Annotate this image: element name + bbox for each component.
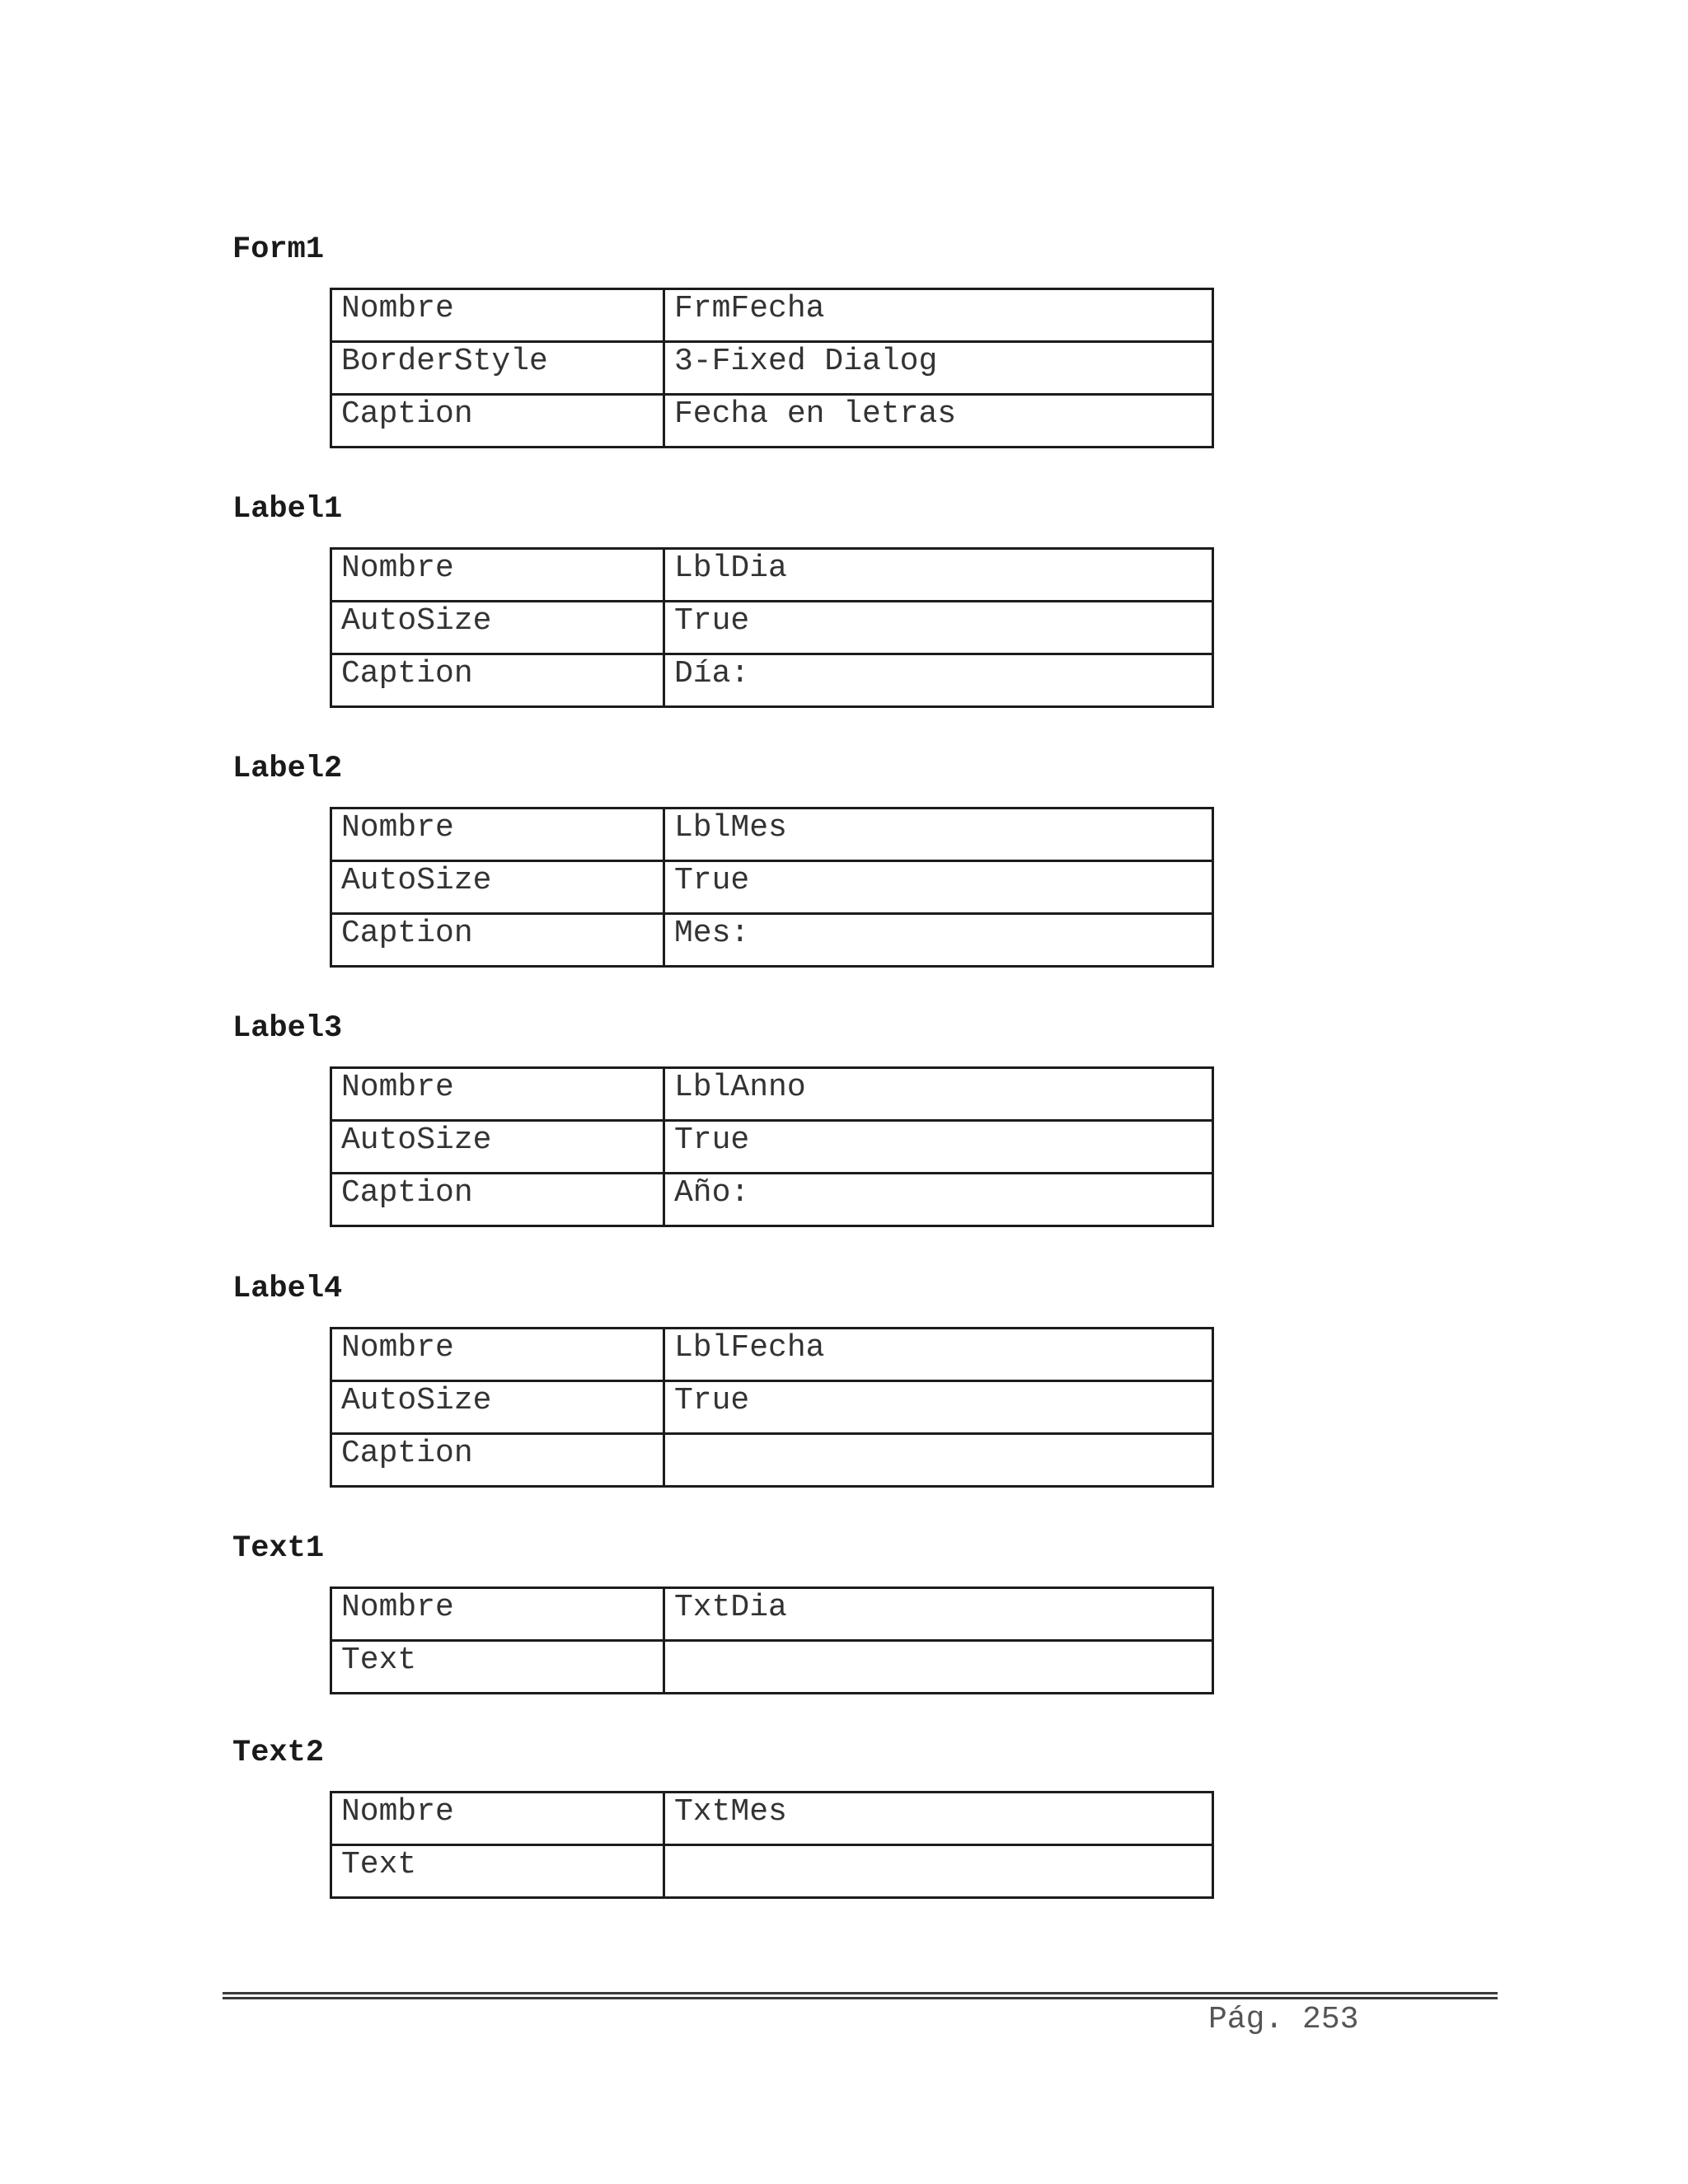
property-name: AutoSize	[331, 861, 664, 914]
property-value: True	[664, 861, 1213, 914]
properties-table	[330, 1791, 1214, 1899]
table-row	[331, 549, 1213, 602]
property-name: Nombre	[331, 549, 664, 602]
table-row	[331, 1121, 1213, 1174]
table-row	[331, 1793, 1213, 1845]
table-row	[331, 602, 1213, 654]
property-value: Año:	[664, 1174, 1213, 1226]
property-value: True	[664, 1121, 1213, 1174]
properties-table	[330, 547, 1214, 708]
property-value: 3-Fixed Dialog	[664, 342, 1213, 395]
section-title: Label3	[232, 1011, 343, 1046]
property-value: Día:	[664, 654, 1213, 707]
table-row	[331, 289, 1213, 342]
property-name: Nombre	[331, 1068, 664, 1121]
property-value: FrmFecha	[664, 289, 1213, 342]
footer-rule-top	[223, 1992, 1498, 1994]
table-row	[331, 861, 1213, 914]
properties-table	[330, 807, 1214, 968]
page-number: Pág. 253	[1208, 2002, 1359, 2037]
table-row	[331, 1068, 1213, 1121]
table-row	[331, 1641, 1213, 1694]
property-value: LblDia	[664, 549, 1213, 602]
table-row	[331, 1434, 1213, 1487]
properties-table	[330, 1066, 1214, 1227]
property-value: Mes:	[664, 914, 1213, 967]
property-name: Caption	[331, 914, 664, 967]
footer-rule-bottom	[223, 1997, 1498, 1999]
section-title: Label4	[232, 1272, 343, 1306]
properties-table	[330, 1586, 1214, 1694]
property-value: TxtDia	[664, 1588, 1213, 1641]
property-value: TxtMes	[664, 1793, 1213, 1845]
properties-table	[330, 1327, 1214, 1488]
section-title: Label2	[232, 752, 343, 786]
section-title: Label1	[232, 492, 343, 527]
property-value	[664, 1434, 1213, 1487]
table-row	[331, 914, 1213, 967]
table-row	[331, 1588, 1213, 1641]
section-title: Form1	[232, 232, 325, 267]
property-name: Caption	[331, 395, 664, 448]
property-value	[664, 1641, 1213, 1694]
property-name: Caption	[331, 1434, 664, 1487]
property-value: Fecha en letras	[664, 395, 1213, 448]
table-row	[331, 1845, 1213, 1898]
table-row	[331, 342, 1213, 395]
property-name: AutoSize	[331, 602, 664, 654]
section-title: Text2	[232, 1736, 325, 1770]
section-title: Text1	[232, 1531, 325, 1566]
property-name: Nombre	[331, 1329, 664, 1381]
property-name: AutoSize	[331, 1121, 664, 1174]
table-row	[331, 808, 1213, 861]
property-name: Caption	[331, 1174, 664, 1226]
property-name: Text	[331, 1641, 664, 1694]
property-name: Nombre	[331, 808, 664, 861]
property-name: Nombre	[331, 289, 664, 342]
table-row	[331, 654, 1213, 707]
table-row	[331, 395, 1213, 448]
property-value: LblFecha	[664, 1329, 1213, 1381]
property-value: LblAnno	[664, 1068, 1213, 1121]
property-value	[664, 1845, 1213, 1898]
property-name: AutoSize	[331, 1381, 664, 1434]
property-value: True	[664, 1381, 1213, 1434]
property-name: Text	[331, 1845, 664, 1898]
property-name: Caption	[331, 654, 664, 707]
property-value: True	[664, 602, 1213, 654]
table-row	[331, 1174, 1213, 1226]
table-row	[331, 1381, 1213, 1434]
property-name: Nombre	[331, 1793, 664, 1845]
property-name: Nombre	[331, 1588, 664, 1641]
properties-table	[330, 288, 1214, 448]
table-row	[331, 1329, 1213, 1381]
property-value: LblMes	[664, 808, 1213, 861]
property-name: BorderStyle	[331, 342, 664, 395]
